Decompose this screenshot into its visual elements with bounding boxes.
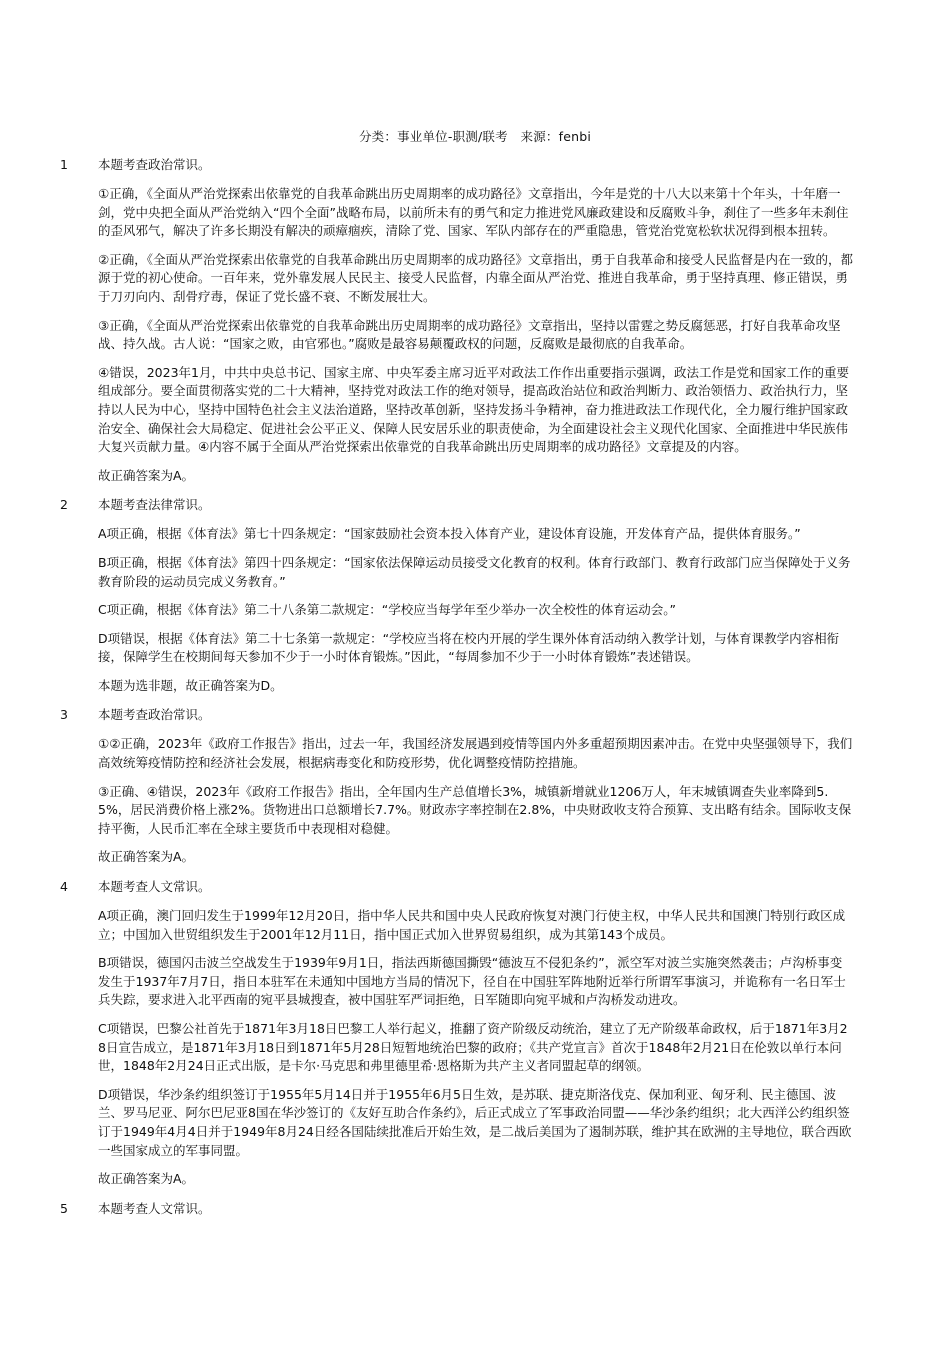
question-1 (0, 155, 950, 485)
question-5 (0, 1199, 950, 1218)
explanation-paragraph: ①②正确，2023年《政府工作报告》指出，过去一年，我国经济发展遇到疫情等国内外多重超预期因素冲击。在党中央坚强领导下，我们高效统筹疫情防控和经济社会发展，根据病毒变化和防疫形势，优化调整疫情防控措施。 (98, 736, 853, 771)
question-number: 1 (60, 157, 68, 172)
question-number: 2 (60, 497, 68, 513)
answer-content (0, 155, 950, 1229)
answer-conclusion: 故正确答案为A。 (98, 1171, 195, 1187)
question-number: 3 (60, 707, 68, 723)
explanation-paragraph: C项错误，巴黎公社首先于1871年3月18日巴黎工人举行起义，推翻了资产阶级反动统治，建立了无产阶级革命政权，后于1871年3月28日宣告成立，是1871年3月18日到1871年5月28日短暂地统治巴黎的政府；《共产党宣言》首次于1848年2月21日在伦敦以单行本问世，1848年2月24日正式出版，是卡尔·马克思和弗里德里希·恩格斯为共产主义者同盟起草的纲领。 (98, 1021, 848, 1074)
explanation-paragraph: A项正确，根据《体育法》第七十四条规定：“国家鼓励社会资本投入体育产业，建设体育设施，开发体育产品，提供体育服务。” (98, 526, 801, 542)
answer-conclusion: 故正确答案为A。 (98, 849, 195, 865)
question-topic: 本题考查政治常识。 (98, 157, 211, 172)
question-topic: 本题考查法律常识。 (98, 497, 211, 513)
explanation-paragraph: ②正确，《全面从严治党探索出依靠党的自我革命跳出历史周期率的成功路径》文章指出，勇于自我革命和接受人民监督是内在一致的，都源于党的初心使命。一百年来，党外靠发展人民民主、接受人民监督，内靠全面从严治党、推进自我革命，勇于坚持真理、修正错误，勇于刀刃向内、刮骨疗毒，保证了党长盛不衰、不断发展壮大。 (98, 251, 853, 304)
explanation-paragraph: B项正确，根据《体育法》第四十四条规定：“国家依法保障运动员接受文化教育的权利。体育行政部门、教育行政部门应当保障处于义务教育阶段的运动员完成义务教育。” (98, 554, 851, 589)
explanation-paragraph: ④错误，2023年1月，中共中央总书记、国家主席、中央军委主席习近平对政法工作作出重要指示强调，政法工作是党和国家工作的重要组成部分。要全面贯彻落实党的二十大精神，坚持党对政法工作的绝对领导，提高政治站位和政治判断力、政治领悟力、政治执行力，坚持以人民为中心，坚持中国特色社会主义法治道路，坚持改革创新，坚持发扬斗争精神，奋力推进政法工作现代化，全力履行维护国家政治安全、确保社会大局稳定、促进社会公平正义、保障人民安居乐业的职责使命，为全面建设社会主义现代化国家、全面推进中华民族伟大复兴贡献力量。④内容不属于全面从严治党探索出依靠党的自我革命跳出历史周期率的成功路径》文章提及的内容。 (98, 364, 849, 455)
question-number: 5 (60, 1200, 68, 1216)
explanation-paragraph: ①正确，《全面从严治党探索出依靠党的自我革命跳出历史周期率的成功路径》文章指出，今年是党的十八大以来第十个年头，十年磨一剑，党中央把全面从严治党纳入“四个全面”战略布局，以前所未有的勇气和定力推进党风廉政建设和反腐败斗争，刹住了一些多年未刹住的歪风邪气，解决了许多长期没有解决的顽瘴痼疾，清除了党、国家、军队内部存在的严重隐患，管党治党宽松软状况得到根本扭转。 (98, 186, 849, 239)
explanation-paragraph: B项错误，德国闪击波兰空战发生于1939年9月1日，指法西斯德国撕毁“德波互不侵犯条约”，派空军对波兰实施突然袭击；卢沟桥事变发生于1937年7月7日，指日本驻军在未通知中国地方当局的情况下，径自在中国驻军阵地附近举行所谓军事演习，并诡称有一名日军士兵失踪，要求进入北平西南的宛平县城搜查，被中国驻军严词拒绝，日军随即向宛平城和卢沟桥发动进攻。 (98, 955, 846, 1008)
question-2 (0, 495, 950, 695)
question-3 (0, 705, 950, 867)
question-topic: 本题考查人文常识。 (98, 879, 211, 895)
answer-conclusion: 故正确答案为A。 (98, 467, 195, 483)
question-topic: 本题考查政治常识。 (98, 707, 211, 723)
page-header: 分类：事业单位-职测/联考 来源：fenbi (358, 129, 592, 144)
question-number: 4 (60, 879, 68, 895)
explanation-paragraph: D项错误，华沙条约组织签订于1955年5月14日并于1955年6月5日生效，是苏联、捷克斯洛伐克、保加利亚、匈牙利、民主德国、波兰、罗马尼亚、阿尔巴尼亚8国在华沙签订的《友好互助合作条约》，后正式成立了军事政治同盟——华沙条约组织；北大西洋公约组织签订于1949年4月4日并于1949年8月24日经各国陆续批准后开始生效，是二战后美国为了遏制苏联，维护其在欧洲的主导地位，联合西欧一些国家成立的军事同盟。 (98, 1086, 852, 1158)
explanation-paragraph: D项错误，根据《体育法》第二十七条第一款规定：“学校应当将在校内开展的学生课外体育活动纳入教学计划，与体育课教学内容相衔接，保障学生在校期间每天参加不少于一小时体育锻炼。”因此，“每周参加不少于一小时体育锻炼”表述错误。 (98, 630, 840, 665)
question-4 (0, 877, 950, 1189)
explanation-paragraph: ③正确，《全面从严治党探索出依靠党的自我革命跳出历史周期率的成功路径》文章指出，坚持以雷霆之势反腐惩恶，打好自我革命攻坚战、持久战。古人说：“国家之败，由官邪也。”腐败是最容易颠覆政权的问题，反腐败是最彻底的自我革命。 (98, 317, 841, 352)
answer-conclusion: 本题为选非题，故正确答案为D。 (98, 677, 283, 693)
explanation-paragraph: C项正确，根据《体育法》第二十八条第二款规定：“学校应当每学年至少举办一次全校性的体育运动会。” (98, 602, 676, 618)
question-topic: 本题考查人文常识。 (98, 1200, 211, 1216)
explanation-paragraph: ③正确、④错误，2023年《政府工作报告》指出，全年国内生产总值增长3%，城镇新增就业1206万人，年末城镇调查失业率降到5.5%，居民消费价格上涨2%。货物进出口总额增长7.7%。财政赤字率控制在2.8%，中央财政收支符合预算、支出略有结余。国际收支保持平衡，人民币汇率在全球主要货币中表现相对稳健。 (98, 783, 852, 836)
explanation-paragraph: A项正确，澳门回归发生于1999年12月20日，指中华人民共和国中央人民政府恢复对澳门行使主权，中华人民共和国澳门特别行政区成立；中国加入世贸组织发生于2001年12月11日，指中国正式加入世界贸易组织，成为其第143个成员。 (98, 908, 846, 942)
